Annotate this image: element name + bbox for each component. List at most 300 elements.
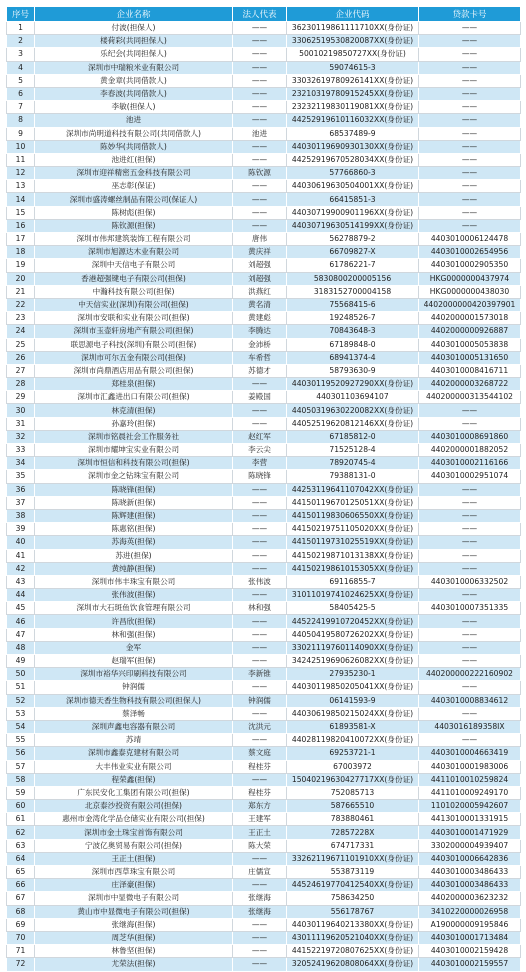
loan-card-cell: 4403010002905350 [419,259,521,272]
table-row [7,681,521,694]
table-row [7,483,521,496]
seq-cell: 23 [7,312,35,325]
legal-rep-cell: —— [233,589,287,602]
loan-card-cell: —— [419,615,521,628]
company-name-cell: 深圳中天信电子有限公司 [35,259,233,272]
company-name-cell: 深圳市安联和实业有限公司(担保) [35,312,233,325]
table-row [7,813,521,826]
company-name-cell: 中瀚科技有限公司(担保) [35,285,233,298]
company-name-cell: 香港超强键电子有限公司(担保) [35,272,233,285]
table-row [7,879,521,892]
company-name-cell: 林和强(担保) [35,628,233,641]
seq-cell: 48 [7,641,35,654]
table-row [7,457,521,470]
header-loan-card: 贷款卡号 [419,7,521,22]
company-code-cell: 44524619770412540XX(身份证) [287,879,419,892]
legal-rep-cell: 陈晓锋 [233,470,287,483]
legal-rep-cell: —— [233,114,287,127]
company-name-cell: 池进 [35,114,233,127]
legal-rep-cell: —— [233,734,287,747]
company-name-cell: 深圳市德天香生物科技有限公司(担保人) [35,694,233,707]
seq-cell: 56 [7,747,35,760]
table-row [7,246,521,259]
company-code-cell: 3183152700004158 [287,285,419,298]
legal-rep-cell: 刘超强 [233,259,287,272]
seq-cell: 69 [7,918,35,931]
legal-rep-cell: 王正土 [233,826,287,839]
loan-card-cell: 4403010006124478 [419,233,521,246]
table-row [7,786,521,799]
table-row [7,378,521,391]
loan-card-cell: 4403010001471929 [419,826,521,839]
company-code-cell: 44050319630220082XX(身份证) [287,404,419,417]
company-code-cell: 15040219630427717XX(身份证) [287,773,419,786]
company-name-cell: 苏海英(担保) [35,536,233,549]
company-code-cell: 553873119 [287,866,419,879]
legal-rep-cell: 钟润儒 [233,694,287,707]
legal-rep-cell: 池进 [233,127,287,140]
company-name-cell: 联思源电子科技(深圳)有限公司(担保) [35,338,233,351]
seq-cell: 60 [7,800,35,813]
company-name-cell: 深圳市铭晨社会工作服务社 [35,430,233,443]
seq-cell: 46 [7,615,35,628]
seq-cell: 41 [7,549,35,562]
company-name-cell: 深圳市恒信和科技有限公司(担保) [35,457,233,470]
company-code-cell: 59074615-3 [287,61,419,74]
company-code-cell: 72857228X [287,826,419,839]
seq-cell: 70 [7,931,35,944]
loan-card-cell: 4403010002116166 [419,457,521,470]
company-code-cell: 44030119850205041XX(身份证) [287,681,419,694]
seq-cell: 13 [7,180,35,193]
table-row [7,826,521,839]
company-code-cell: 56278879-2 [287,233,419,246]
company-code-cell: 36230119861111710XX(身份证) [287,22,419,35]
company-code-cell: 23210319780915245XX(身份证) [287,87,419,100]
seq-cell: 54 [7,720,35,733]
company-code-cell: 33062519530820087XX(身份证) [287,35,419,48]
loan-card-cell: 4402000000926887 [419,325,521,338]
loan-card-cell: —— [419,483,521,496]
loan-card-cell: —— [419,101,521,114]
table-row [7,958,521,971]
legal-rep-cell: —— [233,193,287,206]
company-code-cell: 556178767 [287,905,419,918]
company-name-cell: 苏靖 [35,734,233,747]
loan-card-cell: —— [419,206,521,219]
legal-rep-cell: —— [233,404,287,417]
seq-cell: 31 [7,417,35,430]
loan-card-cell: A190000009195846 [419,918,521,931]
legal-rep-cell: 姜殿国 [233,391,287,404]
company-code-cell: 69253721-1 [287,747,419,760]
company-name-cell: 北京泰沙投资有限公司(担保) [35,800,233,813]
company-code-cell: 674717331 [287,839,419,852]
company-code-cell: 33262119671101910XX(身份证) [287,852,419,865]
loan-card-cell: 4403010004663419 [419,747,521,760]
company-code-cell: 70843648-3 [287,325,419,338]
loan-card-cell: 4403010001713484 [419,931,521,944]
table-row [7,575,521,588]
seq-cell: 55 [7,734,35,747]
legal-rep-cell: 张继海 [233,905,287,918]
seq-cell: 59 [7,786,35,799]
legal-rep-cell: 郑东方 [233,800,287,813]
legal-rep-cell: —— [233,35,287,48]
company-code-cell: 58405425-5 [287,602,419,615]
table-row [7,905,521,918]
table-row [7,945,521,958]
legal-rep-cell: —— [233,417,287,430]
table-row [7,193,521,206]
seq-cell: 16 [7,219,35,232]
seq-cell: 62 [7,826,35,839]
company-code-cell: 44150119830606550XX(身份证) [287,509,419,522]
loan-card-cell: 4403010008834612 [419,694,521,707]
company-name-cell: 李春波(共同借款人) [35,87,233,100]
table-row [7,312,521,325]
company-code-cell: 44252919670528034XX(身份证) [287,153,419,166]
company-name-cell: 中天信实业(深圳)有限公司(担保) [35,298,233,311]
loan-card-cell: —— [419,180,521,193]
seq-cell: 65 [7,866,35,879]
table-row [7,35,521,48]
company-code-cell: 44150219751105020XX(身份证) [287,523,419,536]
legal-rep-cell: —— [233,140,287,153]
table-row [7,87,521,100]
loan-card-cell: —— [419,140,521,153]
company-name-cell: 尤荣法(担保) [35,958,233,971]
company-code-cell: 67189848-0 [287,338,419,351]
loan-card-cell: —— [419,536,521,549]
table-row [7,101,521,114]
table-row [7,298,521,311]
table-row [7,48,521,61]
legal-rep-cell: 苏德才 [233,364,287,377]
table-row [7,707,521,720]
legal-rep-cell: —— [233,615,287,628]
company-code-cell: 783880461 [287,813,419,826]
company-code-cell: 44030619630504001XX(身份证) [287,180,419,193]
header-seq: 序号 [7,7,35,22]
seq-cell: 1 [7,22,35,35]
legal-rep-cell: —— [233,206,287,219]
seq-cell: 38 [7,509,35,522]
table-row [7,734,521,747]
seq-cell: 19 [7,259,35,272]
company-code-cell: 43011119620521040XX(身份证) [287,931,419,944]
legal-rep-cell: 黄名清 [233,298,287,311]
company-name-cell: 深圳市裕华兴印刷科技有限公司 [35,668,233,681]
table-row [7,61,521,74]
table-row [7,206,521,219]
company-code-cell: 33032619780926141XX(身份证) [287,74,419,87]
table-row [7,114,521,127]
company-name-cell: 深圳市大石斑鱼饮食管理有限公司 [35,602,233,615]
table-row [7,140,521,153]
loan-card-cell: —— [419,496,521,509]
seq-cell: 9 [7,127,35,140]
company-code-cell: 44030119690930130XX(身份证) [287,140,419,153]
header-legal-rep: 法人代表 [233,7,287,22]
company-code-cell: 44030719630514199XX(身份证) [287,219,419,232]
company-name-cell: 庄泽豪(担保) [35,879,233,892]
company-name-cell: 深圳市旭源达木业有限公司 [35,246,233,259]
table-row [7,338,521,351]
loan-card-cell: —— [419,48,521,61]
legal-rep-cell: —— [233,549,287,562]
company-name-cell: 深圳市迎祥精密五金科技有限公司 [35,167,233,180]
company-name-cell: 钟润儒 [35,681,233,694]
company-code-cell: 44052519620812146XX(身份证) [287,417,419,430]
company-name-cell: 深圳市西草珠宝有限公司 [35,866,233,879]
seq-cell: 68 [7,905,35,918]
seq-cell: 5 [7,74,35,87]
legal-rep-cell: —— [233,681,287,694]
loan-card-cell: 4403010002654956 [419,246,521,259]
company-code-cell: 79388131-0 [287,470,419,483]
seq-cell: 2 [7,35,35,48]
company-code-cell: 44050419580726202XX(身份证) [287,628,419,641]
table-row [7,127,521,140]
loan-card-cell: —— [419,153,521,166]
legal-rep-cell: —— [233,562,287,575]
legal-rep-cell: 李新锥 [233,668,287,681]
company-code-cell: 50010219850727XX(身份证) [287,48,419,61]
loan-card-cell: —— [419,589,521,602]
company-code-cell: 61893581-X [287,720,419,733]
company-name-cell: 林鲁坚(担保) [35,945,233,958]
loan-card-cell: —— [419,562,521,575]
loan-card-cell: —— [419,549,521,562]
table-row [7,153,521,166]
table-row [7,839,521,852]
table-row [7,167,521,180]
seq-cell: 51 [7,681,35,694]
table-row [7,549,521,562]
table-row [7,602,521,615]
company-name-cell: 深圳市玉壶轩房地产有限公司(担保) [35,325,233,338]
company-code-cell: 44253119641107042XX(身份证) [287,483,419,496]
legal-rep-cell: 金沛桥 [233,338,287,351]
table-row [7,720,521,733]
loan-card-cell: 1101020005942607 [419,800,521,813]
loan-card-cell: 440200000313544102 [419,391,521,404]
loan-card-cell: —— [419,219,521,232]
company-name-cell: 深圳市尚鼎酒店用品有限公司(担保) [35,364,233,377]
seq-cell: 66 [7,879,35,892]
seq-cell: 26 [7,351,35,364]
seq-cell: 34 [7,457,35,470]
seq-cell: 32 [7,430,35,443]
company-code-cell: 5830800200005156 [287,272,419,285]
loan-card-cell: —— [419,35,521,48]
loan-card-cell: 4403010005131650 [419,351,521,364]
loan-card-cell: —— [419,127,521,140]
legal-rep-cell: 李腾达 [233,325,287,338]
seq-cell: 15 [7,206,35,219]
company-name-cell: 黄山市中显微电子有限公司(担保) [35,905,233,918]
table-row [7,641,521,654]
seq-cell: 44 [7,589,35,602]
seq-cell: 36 [7,483,35,496]
loan-card-cell: 4403010006642836 [419,852,521,865]
loan-card-cell: 4403010003486433 [419,879,521,892]
table-row [7,233,521,246]
table-row [7,892,521,905]
loan-card-cell: —— [419,22,521,35]
loan-card-cell: 4403016189358IX [419,720,521,733]
company-name-cell: 周芝华(担保) [35,931,233,944]
legal-rep-cell: —— [233,48,287,61]
loan-card-cell: —— [419,655,521,668]
seq-cell: 61 [7,813,35,826]
company-name-cell: 黄纯静(担保) [35,562,233,575]
table-row [7,404,521,417]
company-code-cell: 69116855-7 [287,575,419,588]
seq-cell: 58 [7,773,35,786]
seq-cell: 52 [7,694,35,707]
seq-cell: 39 [7,523,35,536]
seq-cell: 14 [7,193,35,206]
header-row [7,7,521,22]
seq-cell: 11 [7,153,35,166]
company-name-cell: 巫志彰(保证) [35,180,233,193]
company-name-cell: 深圳市中瑞粮米业有限公司 [35,61,233,74]
loan-card-cell: 4403010003486433 [419,866,521,879]
table-header [7,7,521,22]
loan-card-cell: —— [419,523,521,536]
company-name-cell: 陈妙华(共同借款人) [35,140,233,153]
legal-rep-cell: 张伟波 [233,575,287,588]
legal-rep-cell: —— [233,180,287,193]
company-name-cell: 陈惠铭(担保) [35,523,233,536]
seq-cell: 24 [7,325,35,338]
loan-card-cell: 4403010001983006 [419,760,521,773]
loan-card-cell: HKG0000000437974 [419,272,521,285]
company-name-cell: 惠州市金湾化学品仓储实业有限公司(担保) [35,813,233,826]
company-code-cell: 44150119731025519XX(身份证) [287,536,419,549]
legal-rep-cell: 车希哲 [233,351,287,364]
loan-card-cell: —— [419,417,521,430]
company-code-cell: 57766860-3 [287,167,419,180]
company-name-cell: 深圳市金之钻珠宝有限公司 [35,470,233,483]
company-name-cell: 深圳声鑫电容器有限公司 [35,720,233,733]
company-code-cell: 44150219861015305XX(身份证) [287,562,419,575]
company-name-cell: 金军 [35,641,233,654]
table-row [7,628,521,641]
company-name-cell: 陈辉建(担保) [35,509,233,522]
seq-cell: 3 [7,48,35,61]
seq-cell: 6 [7,87,35,100]
table-row [7,180,521,193]
legal-rep-cell: 陈钦源 [233,167,287,180]
table-row [7,536,521,549]
company-code-cell: 67185812-0 [287,430,419,443]
company-name-cell: 深圳市汇鑫进出口有限公司(担保) [35,391,233,404]
legal-rep-cell: 程桂芬 [233,786,287,799]
legal-rep-cell: —— [233,496,287,509]
creditor-table-sheet [6,6,520,972]
company-code-cell: 44030119640213380XX(身份证) [287,918,419,931]
company-name-cell: 池进红(担保) [35,153,233,166]
loan-card-cell: —— [419,707,521,720]
legal-rep-cell: 庄儒宣 [233,866,287,879]
seq-cell: 47 [7,628,35,641]
seq-cell: 37 [7,496,35,509]
legal-rep-cell: 沈洪元 [233,720,287,733]
table-row [7,219,521,232]
table-row [7,509,521,522]
table-row [7,655,521,668]
seq-cell: 25 [7,338,35,351]
company-name-cell: 许昌欣(担保) [35,615,233,628]
seq-cell: 12 [7,167,35,180]
loan-card-cell: 4411010010259824 [419,773,521,786]
legal-rep-cell: 李云尖 [233,444,287,457]
table-row [7,866,521,879]
legal-rep-cell: —— [233,958,287,971]
company-code-cell: 71525128-4 [287,444,419,457]
loan-card-cell: 4402000003623232 [419,892,521,905]
loan-card-cell: 4403010006332502 [419,575,521,588]
legal-rep-cell: —— [233,945,287,958]
company-code-cell: 44030119520927290XX(身份证) [287,378,419,391]
enterprise-loan-table [6,6,521,972]
table-row [7,272,521,285]
table-row [7,496,521,509]
table-row [7,773,521,786]
company-name-cell: 深圳市尚明道科技有限公司(共同借款人) [35,127,233,140]
loan-card-cell: 4413010001331915 [419,813,521,826]
legal-rep-cell: —— [233,931,287,944]
company-name-cell: 深圳市中显微电子有限公司 [35,892,233,905]
company-code-cell: 23232119830119081XX(身份证) [287,101,419,114]
company-code-cell: 44030719900901196XX(身份证) [287,206,419,219]
loan-card-cell: 3302000004939407 [419,839,521,852]
company-name-cell: 蔡泽畅 [35,707,233,720]
table-row [7,760,521,773]
company-name-cell: 陈钦源(担保) [35,219,233,232]
company-name-cell: 陈晓锋(担保) [35,483,233,496]
loan-card-cell: —— [419,167,521,180]
company-name-cell: 深圳市耀坤宝实业有限公司 [35,444,233,457]
legal-rep-cell: —— [233,378,287,391]
company-name-cell: 深圳市盛涛螺丝制品有限公司(保证人) [35,193,233,206]
company-code-cell: 67003972 [287,760,419,773]
company-code-cell: 44028119820410072XX(身份证) [287,734,419,747]
loan-card-cell: —— [419,404,521,417]
loan-card-cell: —— [419,628,521,641]
header-company-code: 企业代码 [287,7,419,22]
table-row [7,589,521,602]
seq-cell: 53 [7,707,35,720]
seq-cell: 17 [7,233,35,246]
legal-rep-cell: 洪燕红 [233,285,287,298]
table-row [7,800,521,813]
company-name-cell: 深圳市鑫泰克建材有限公司 [35,747,233,760]
company-code-cell: 33021119760114090XX(身份证) [287,641,419,654]
company-code-cell: 75568415-6 [287,298,419,311]
company-name-cell: 赵瑞军(担保) [35,655,233,668]
loan-card-cell: 4403010002951074 [419,470,521,483]
table-row [7,391,521,404]
company-name-cell: 深圳市伟邦建筑装饰工程有限公司 [35,233,233,246]
company-code-cell: 758634250 [287,892,419,905]
loan-card-cell: —— [419,681,521,694]
legal-rep-cell: 蔡文庭 [233,747,287,760]
company-name-cell: 楼荷彩(共同担保人) [35,35,233,48]
